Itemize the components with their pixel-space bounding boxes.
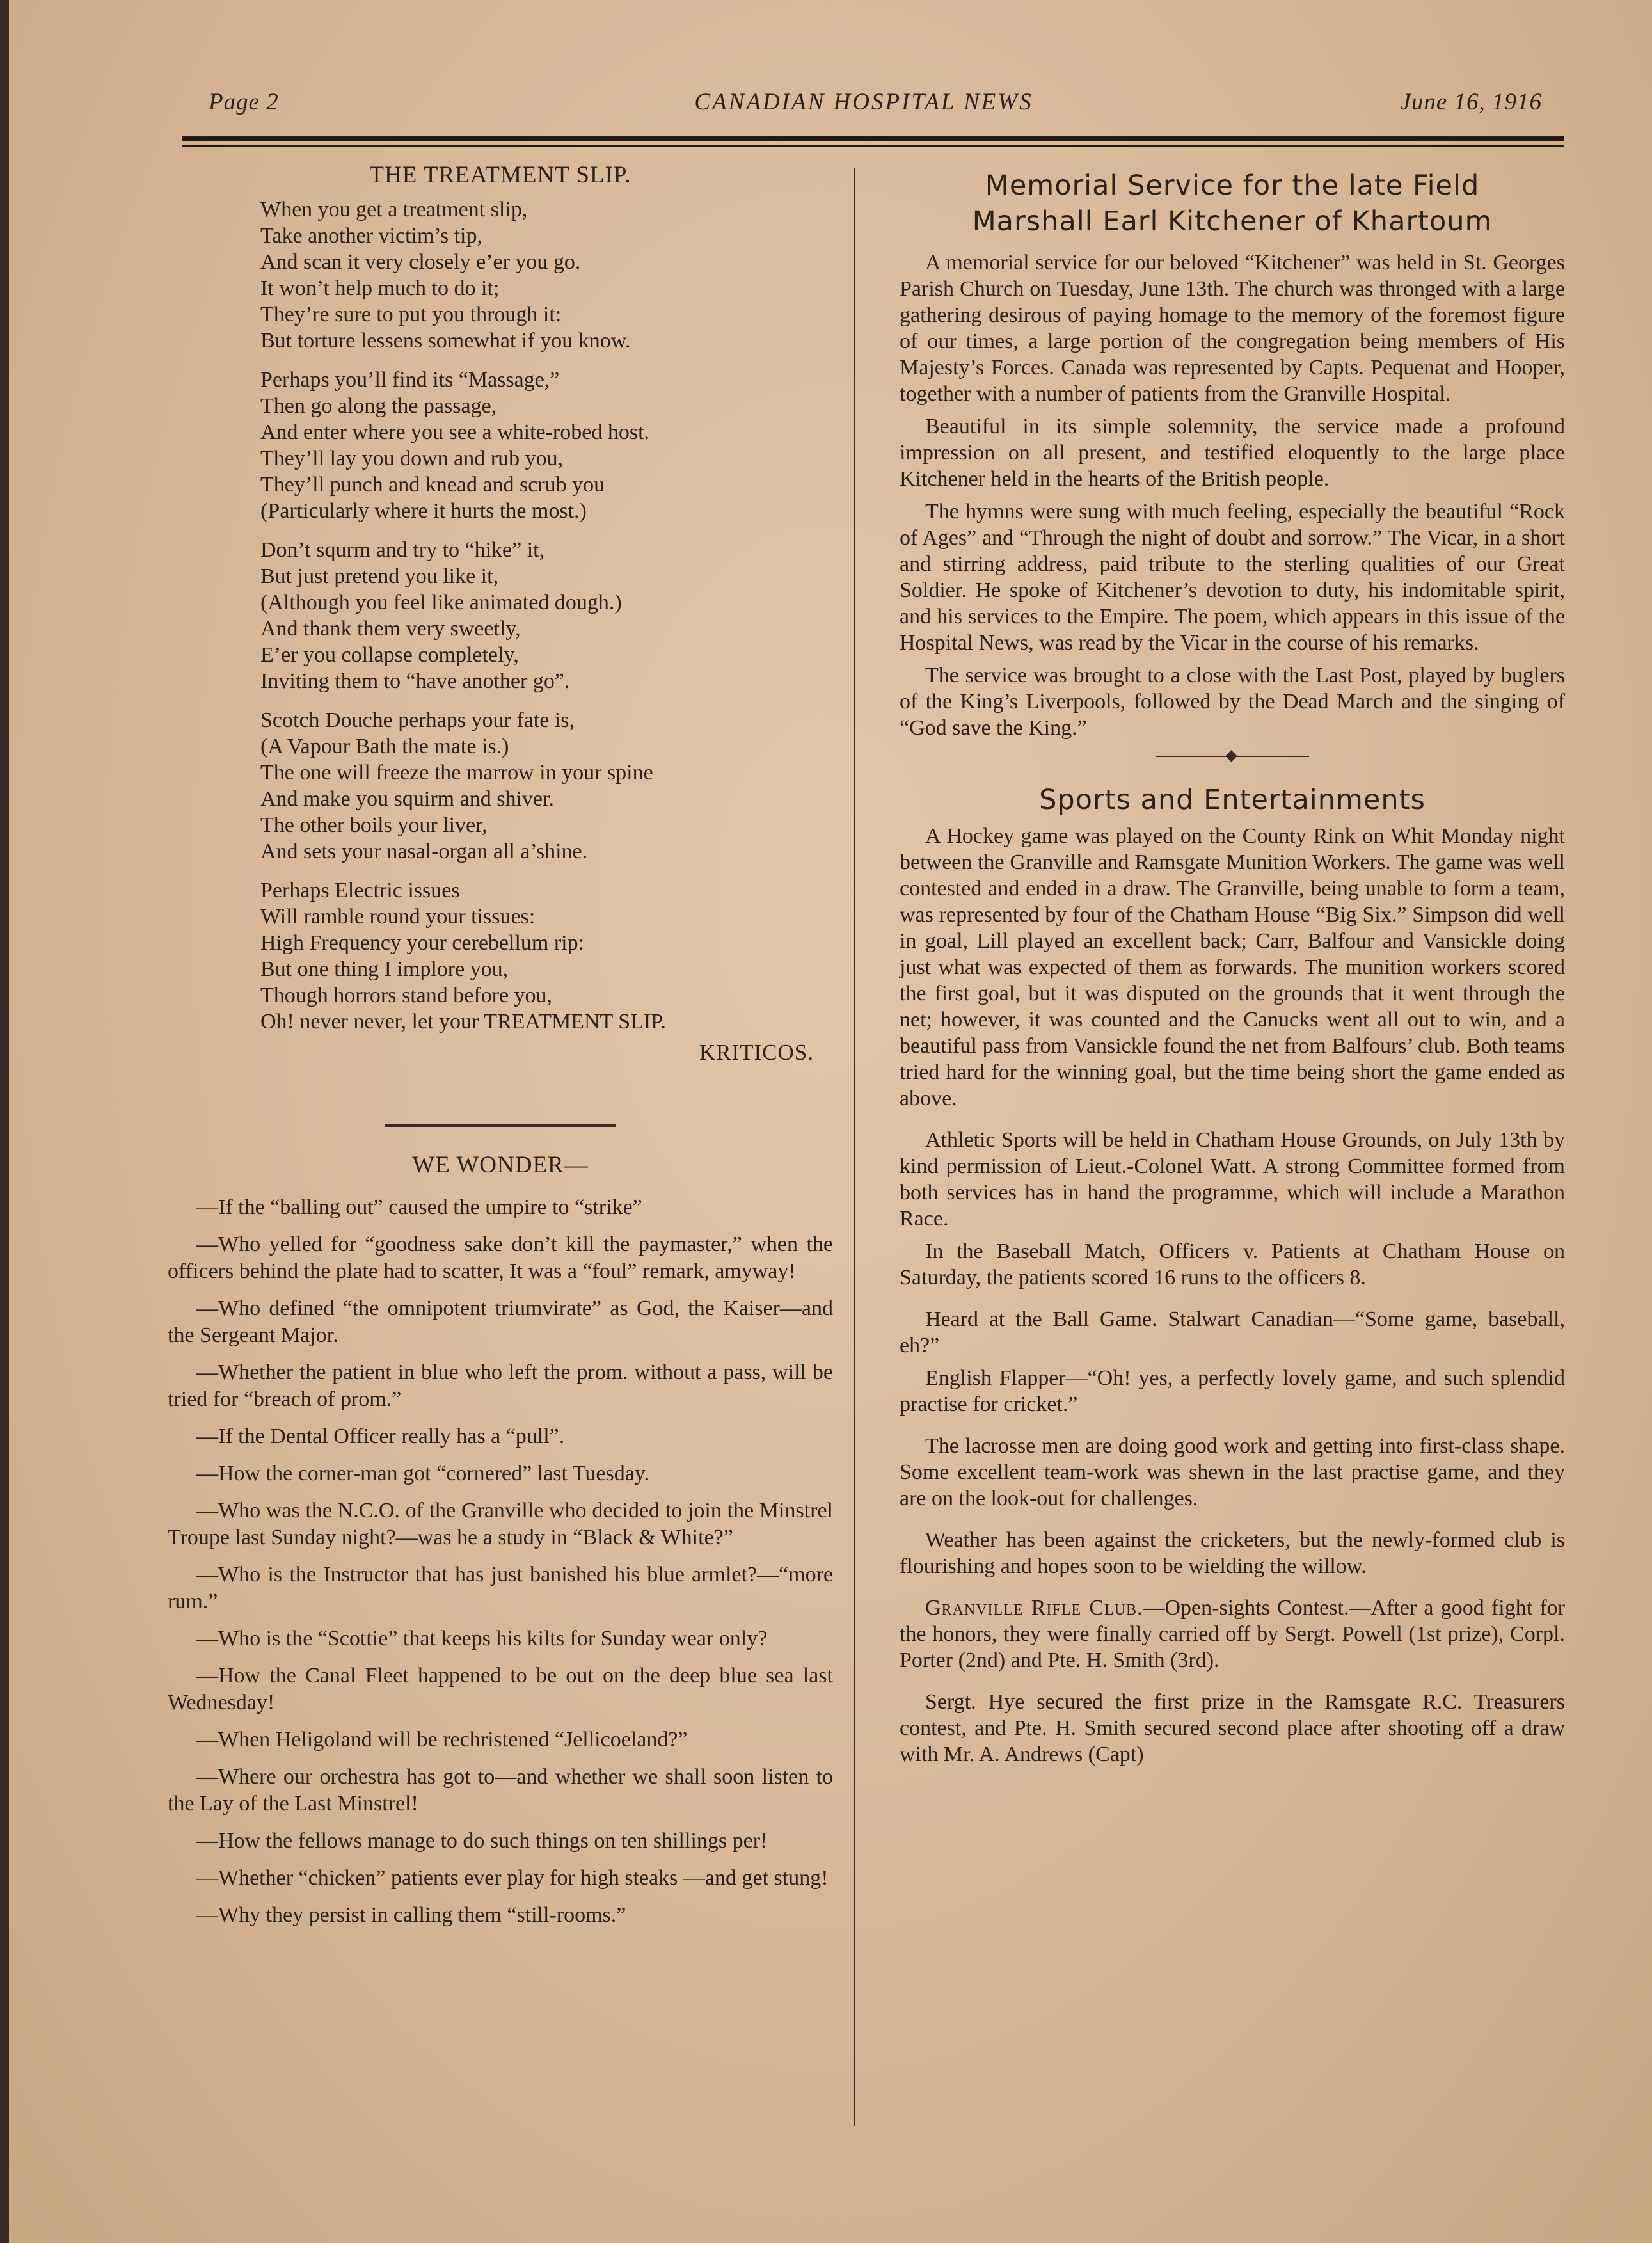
wonder-item: —Whether “chicken” patients ever play for high steaks —and get stung!: [196, 1866, 829, 1890]
memorial-paragraph: The service was brought to a close with the Last Post, played by buglers of the King’s Liverpools, followed by the Dead March and the singing of “God save the King.”: [900, 664, 1565, 740]
left-column: [168, 161, 833, 1939]
poem-signature: KRITICOS.: [699, 1040, 814, 1065]
poem-line: Perhaps you’ll find its “Massage,”: [260, 368, 560, 392]
poem-line: They’re sure to put you through it:: [260, 303, 562, 326]
header-rule-thick: [182, 136, 1564, 141]
sports-paragraph: In the Baseball Match, Officers v. Patients at Chatham House on Saturday, the patients scored 16 runs to the officers 8.: [900, 1240, 1565, 1289]
rifle-club-heading: Granville Rifle Club.: [925, 1596, 1143, 1620]
poem-line: And thank them very sweetly,: [260, 617, 521, 641]
sports-paragraph: Sergt. Hye secured the first prize in the Ramsgate R.C. Treasurers contest, and Pte. H. Smith secured second place after shooting off a draw with Mr. A. Andrews (Capt): [900, 1690, 1565, 1766]
sports-article: [900, 823, 1565, 1768]
poem-stanza: [260, 877, 833, 1035]
poem: [260, 196, 833, 1035]
memorial-paragraph: The hymns were sung with much feeling, especially the beautiful “Rock of Ages” and “Through the night of doubt and sorrow.” The Vicar, in a short and stirring address, paid tribute to the sterling qualities of our Great Soldier. He spoke of Kitchener’s devotion to duty, his indomitable spirit, and his services to the Empire. The poem, which appears in this issue of the Hospital News, was read by the Vicar in the course of his remarks.: [900, 500, 1565, 655]
poem-line: Will ramble round your tissues:: [260, 905, 536, 929]
sports-paragraph: Athletic Sports will be held in Chatham House Grounds, on July 13th by kind permission of Lieut.-Colonel Watt. A strong Committee formed from both services has in hand the programme, which will include a Marathon Race.: [900, 1128, 1565, 1231]
we-wonder-title: WE WONDER—: [412, 1152, 589, 1178]
wonder-item: —How the fellows manage to do such things on ten shillings per!: [196, 1829, 768, 1853]
poem-line: (Although you feel like animated dough.): [260, 591, 622, 614]
poem-line: E’er you collapse completely,: [260, 643, 519, 667]
poem-stanza: [260, 707, 833, 865]
poem-line: Though horrors stand before you,: [260, 984, 553, 1007]
poem-line: When you get a treatment slip,: [260, 198, 528, 221]
wonder-item: —Why they persist in calling them “still-rooms.”: [196, 1903, 626, 1927]
wonder-item: —When Heligoland will be rechristened “Jellicoeland?”: [196, 1728, 688, 1752]
memorial-paragraph: A memorial service for our beloved “Kitchener” was held in St. Georges Parish Church on Tuesday, June 13th. The church was thronged with a large gathering desirous of paying homage to the memory of the foremost figure of our times, a large portion of the congregation being members of His Majesty’s Forces. Canada was represented by Capts. Pequenat and Hooper, together with a number of patients from the Granville Hospital.: [900, 251, 1565, 406]
memorial-article: [900, 250, 1565, 741]
poem-line: And sets your nasal-organ all a’shine.: [260, 840, 588, 863]
page-header: [186, 88, 1542, 127]
poem-line: But just pretend you like it,: [260, 564, 499, 588]
sports-paragraph: Weather has been against the cricketers, but the newly-formed club is flourishing and hopes soon to be wielding the willow.: [900, 1528, 1565, 1578]
section-rule: [385, 1124, 616, 1127]
poem-line: They’ll lay you down and rub you,: [260, 447, 564, 470]
poem-line: And enter where you see a white-robed host.: [260, 420, 650, 444]
wonder-item: —Whether the patient in blue who left the prom. without a pass, will be tried for “breach of prom.”: [168, 1361, 833, 1411]
we-wonder-list: [168, 1194, 833, 1929]
wonder-item: —Who is the “Scottie” that keeps his kilts for Sunday wear only?: [196, 1627, 768, 1650]
poem-line: High Frequency your cerebellum rip:: [260, 931, 585, 955]
section-ornament: [1156, 750, 1309, 763]
wonder-item: —How the corner-man got “cornered” last Tuesday.: [196, 1462, 650, 1485]
rifle-club-paragraph: [900, 1595, 1565, 1673]
poem-line: And scan it very closely e’er you go.: [260, 250, 581, 274]
poem-line: They’ll punch and knead and scrub you: [260, 473, 605, 497]
wonder-item: —If the “balling out” caused the umpire to “strike”: [196, 1195, 642, 1219]
rifle-club-text: —Open-sights Contest.—After a good fight for the honors, they were finally carried off by Sergt. Powell (1st prize), Corpl. Porter (2nd) and Pte. H. Smith (3rd).: [900, 1596, 1566, 1672]
poem-line: (A Vapour Bath the mate is.): [260, 735, 509, 758]
diamond-icon: [1225, 750, 1237, 762]
column-divider: [854, 168, 855, 2126]
wonder-item: —Who defined “the omnipotent triumvirate” as God, the Kaiser—and the Sergeant Major.: [168, 1297, 833, 1347]
memorial-title-line: Memorial Service for the late Field: [985, 170, 1480, 202]
wonder-item: —Where our orchestra has got to—and whether we shall soon listen to the Lay of the Last Minstrel!: [168, 1765, 833, 1816]
poem-line: (Particularly where it hurts the most.): [260, 499, 587, 523]
poem-line: Inviting them to “have another go”.: [260, 669, 570, 693]
poem-line: It won’t help much to do it;: [260, 276, 500, 300]
poem-line: Perhaps Electric issues: [260, 879, 460, 902]
header-rule-thin: [182, 145, 1564, 147]
wonder-item: —Who was the N.C.O. of the Granville who decided to join the Minstrel Troupe last Sunday night?—was he a study in “Black & White?”: [168, 1499, 833, 1549]
sports-title: Sports and Entertainments: [1039, 784, 1426, 816]
memorial-title: [900, 168, 1565, 239]
page-number: Page 2: [209, 89, 279, 115]
memorial-title-line: Marshall Earl Kitchener of Khartoum: [972, 205, 1493, 237]
memorial-paragraph: Beautiful in its simple solemnity, the service made a profound impression on all present, and testified eloquently to the large place Kitchener held in the hearts of the British people.: [900, 415, 1565, 491]
poem-line: Take another victim’s tip,: [260, 224, 482, 248]
poem-title: THE TREATMENT SLIP.: [369, 162, 631, 188]
sports-paragraph: English Flapper—“Oh! yes, a perfectly lovely game, and such splendid practise for cricket.”: [900, 1366, 1565, 1416]
poem-stanza: [260, 196, 833, 354]
poem-line: Don’t squrm and try to “hike” it,: [260, 538, 545, 562]
poem-line: The one will freeze the marrow in your spine: [260, 761, 653, 785]
poem-line: The other boils your liver,: [260, 813, 488, 837]
poem-line: Scotch Douche perhaps your fate is,: [260, 708, 575, 732]
poem-stanza: [260, 367, 833, 524]
poem-line: Then go along the passage,: [260, 394, 497, 418]
binding-edge: [0, 0, 9, 2243]
sports-paragraph: A Hockey game was played on the County Rink on Whit Monday night between the Granville and Ramsgate Munition Workers. The game was well contested and ended in a draw. The Granville, being unable to form a team, was represented by four of the Chatham House “Big Six.” Simpson did well in goal, Lill played an excellent back; Carr, Balfour and Vansickle doing just what was expected of them as forwards. The munition workers scored the first goal, but it was disputed on the grounds that it went through the net; however, it was counted and the Canucks went all out to win, and a beautiful pass from Vansickle found the net from Balfours’ club. Both teams tried hard for the winning goal, but the time being short the game ended as above.: [900, 824, 1565, 1110]
sports-paragraph: The lacrosse men are doing good work and getting into first-class shape. Some excellent team-work was shewn in the last practise game, and they are on the look-out for challenges.: [900, 1434, 1565, 1510]
right-column: [900, 168, 1565, 1774]
poem-stanza: [260, 537, 833, 694]
publication-title: CANADIAN HOSPITAL NEWS: [694, 89, 1033, 115]
wonder-item: —If the Dental Officer really has a “pull”.: [196, 1425, 565, 1448]
poem-line: But torture lessens somewhat if you know.: [260, 329, 631, 353]
poem-line: And make you squirm and shiver.: [260, 787, 554, 811]
wonder-item: —How the Canal Fleet happened to be out on the deep blue sea last Wednesday!: [168, 1664, 833, 1714]
wonder-item: —Who yelled for “goodness sake don’t kill the paymaster,” when the officers behind the plate had to scatter, It was a “foul” remark, amyway!: [168, 1233, 833, 1283]
sports-paragraph: Heard at the Ball Game. Stalwart Canadian—“Some game, baseball, eh?”: [900, 1307, 1565, 1357]
issue-date: June 16, 1916: [1400, 89, 1542, 115]
poem-line: Oh! never never, let your TREATMENT SLIP.: [260, 1010, 666, 1034]
poem-line: But one thing I implore you,: [260, 957, 509, 981]
wonder-item: —Who is the Instructor that has just banished his blue armlet?—“more rum.”: [168, 1563, 833, 1613]
